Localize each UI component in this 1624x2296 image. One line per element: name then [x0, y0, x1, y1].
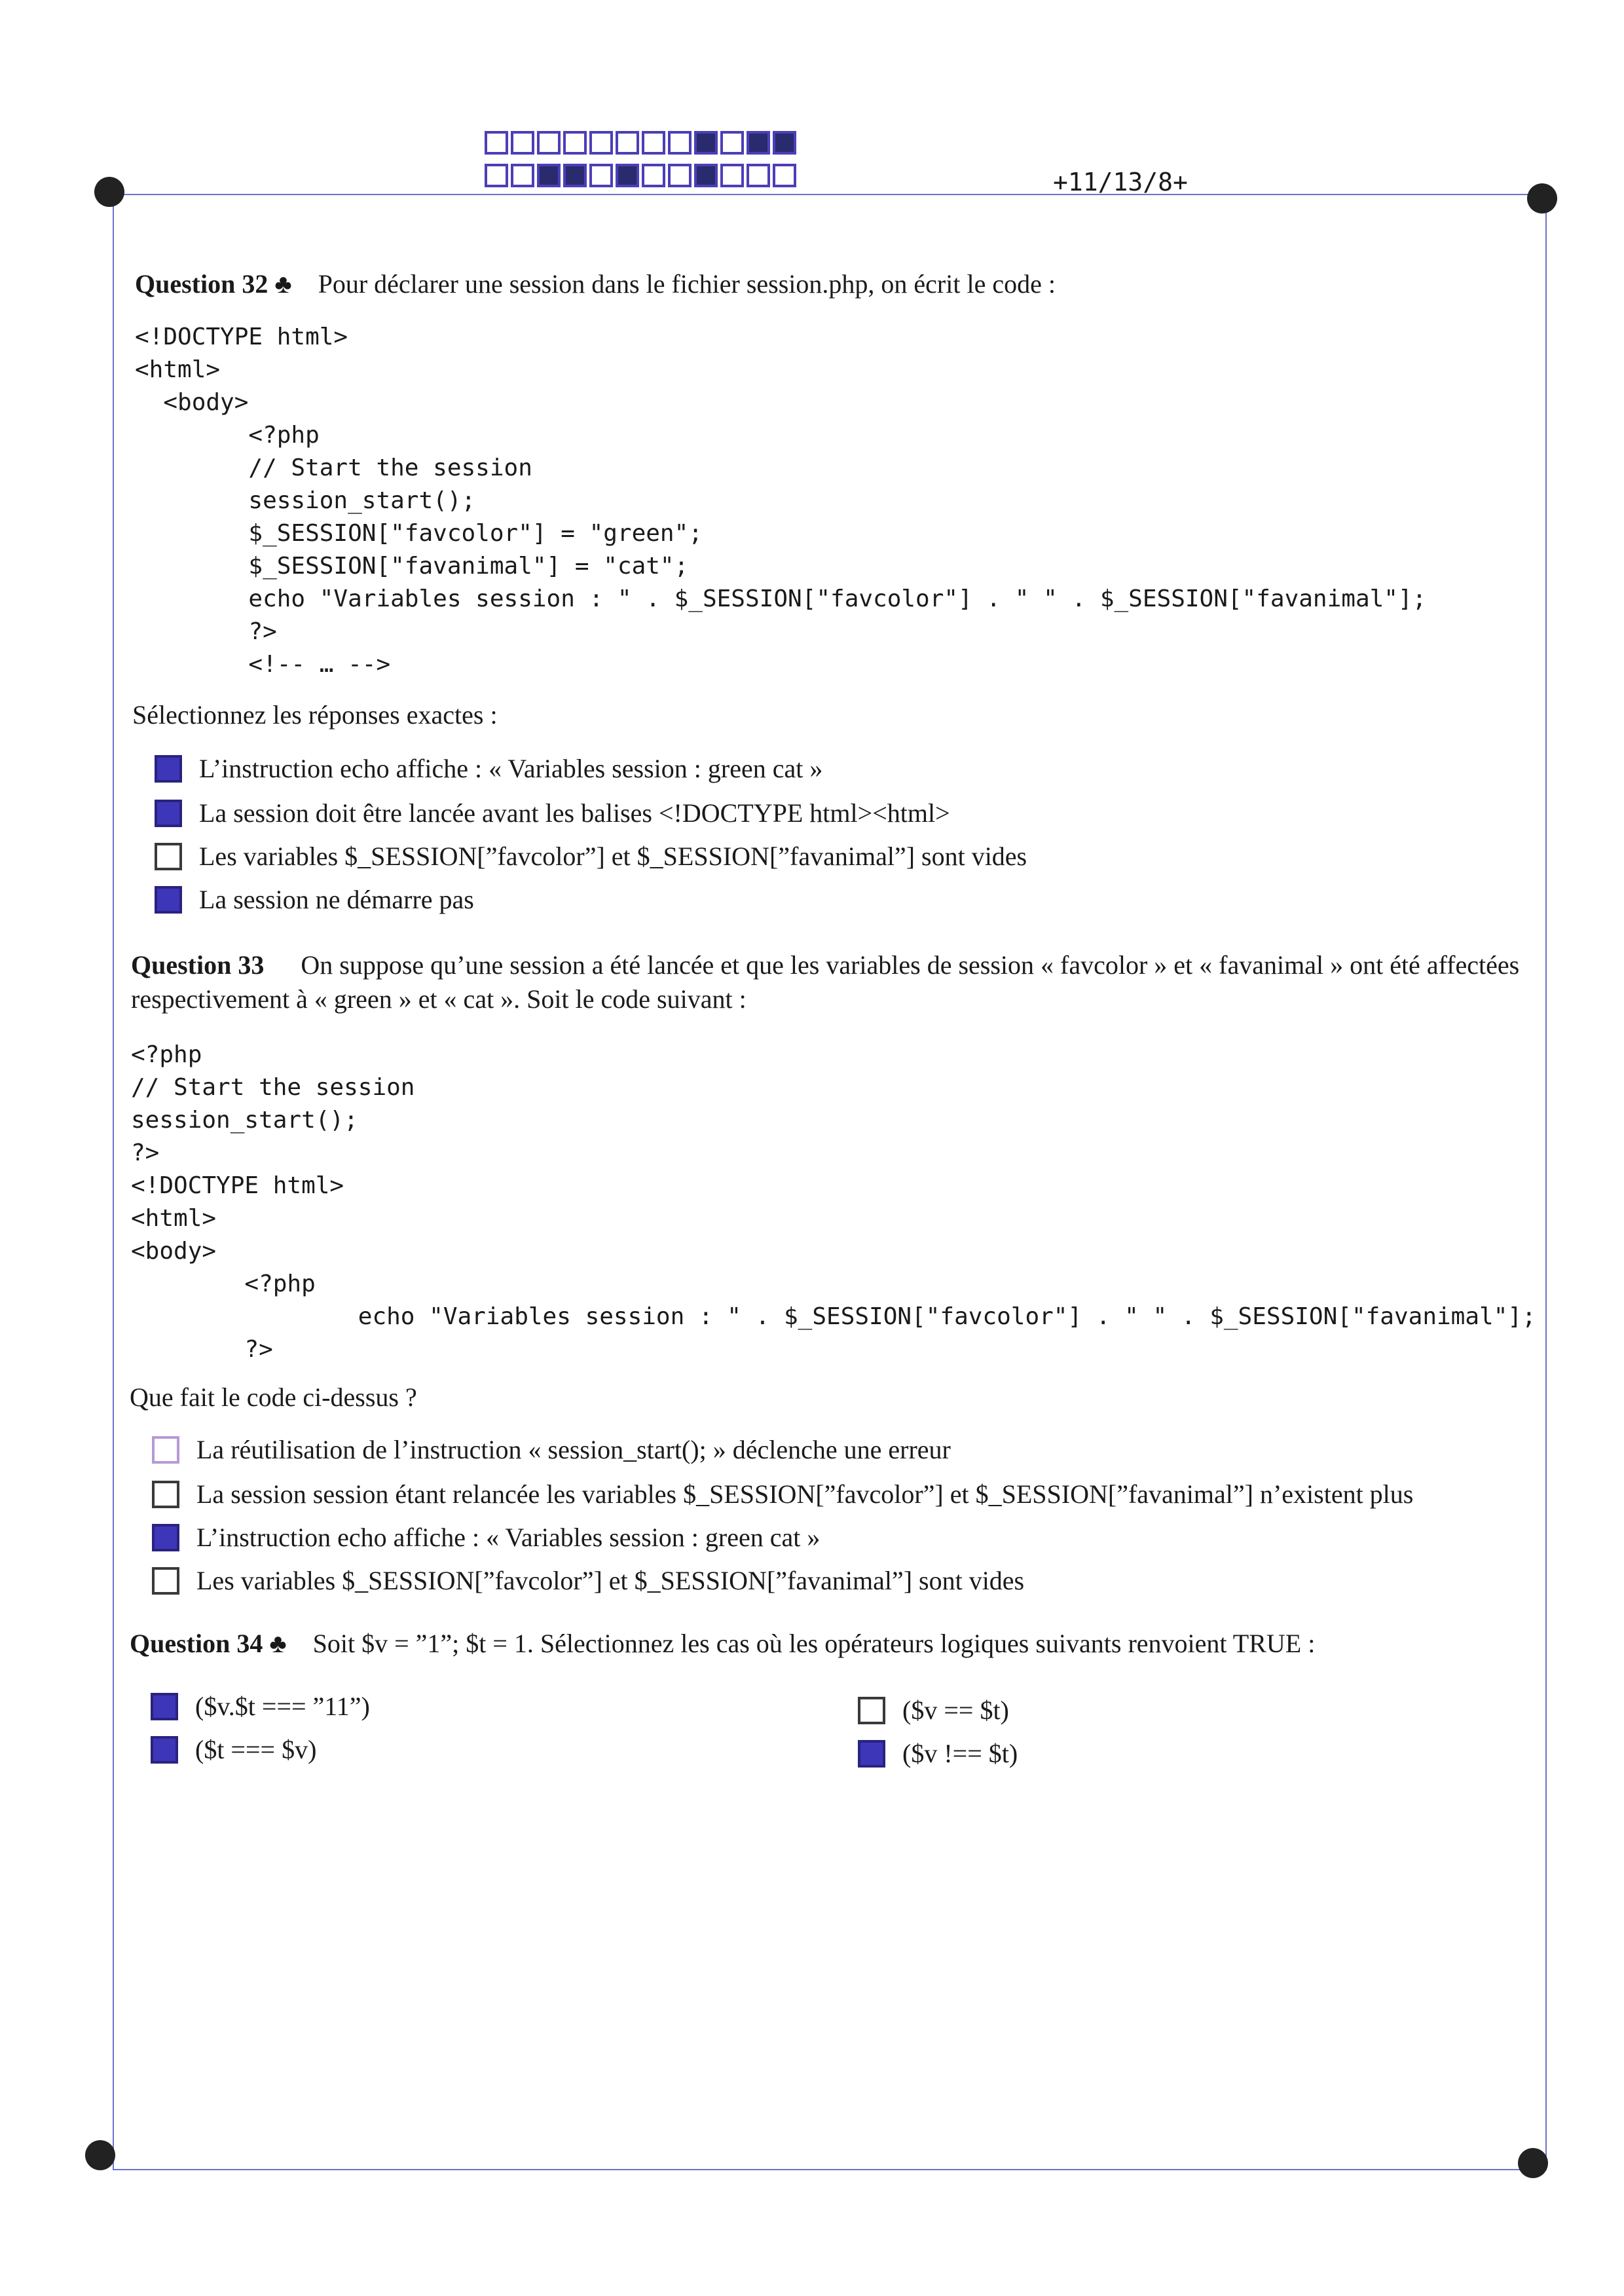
page-code: +11/13/8+ [1053, 168, 1188, 196]
checkbox[interactable] [155, 843, 182, 870]
barcode-cell [642, 164, 665, 187]
barcode-cell [694, 131, 718, 155]
barcode-cell [747, 131, 770, 155]
question-33-text: On suppose qu’une session a été lancée et que les variables de session « favcolor » et « favanimal » ont été affectées respectivement à « green » et « cat ». Soit le code suivant : [131, 950, 1520, 1014]
answer-label: ($t === $v) [195, 1735, 317, 1764]
barcode-cell [616, 131, 639, 155]
checkbox[interactable] [858, 1697, 885, 1724]
answer-label: Les variables $_SESSION[”favcolor”] et $_SESSION[”favanimal”] sont vides [196, 1566, 1025, 1595]
answer-label: ($v !== $t) [902, 1739, 1018, 1768]
barcode-cell [537, 131, 561, 155]
barcode-cell [616, 164, 639, 187]
checkbox[interactable] [155, 800, 182, 827]
barcode-cell [485, 131, 508, 155]
barcode-cell [720, 131, 744, 155]
barcode-cell [537, 164, 561, 187]
barcode-cell [563, 164, 587, 187]
answer-label: L’instruction echo affiche : « Variables session : green cat » [199, 754, 823, 783]
question-34-text: Soit $v = ”1”; $t = 1. Sélectionnez les cas où les opérateurs logiques suivants renvoient TRUE : [312, 1629, 1316, 1658]
answer-label: ($v.$t === ”11”) [195, 1692, 370, 1721]
corner-mark-bottom-right [1518, 2148, 1548, 2178]
q33-answer-3[interactable] [152, 1522, 820, 1553]
q34-answer-2[interactable] [151, 1734, 316, 1765]
answer-label: La session session étant relancée les variables $_SESSION[”favcolor”] et $_SESSION[”favanimal”] n’existent plus [196, 1479, 1414, 1509]
barcode-cell [668, 131, 692, 155]
checkbox[interactable] [152, 1524, 179, 1551]
answer-label: L’instruction echo affiche : « Variables session : green cat » [196, 1523, 821, 1552]
barcode-cell [485, 164, 508, 187]
question-33-prompt: Que fait le code ci-dessus ? [130, 1382, 417, 1412]
barcode-cell [563, 131, 587, 155]
checkbox[interactable] [151, 1736, 178, 1764]
q32-answer-2[interactable] [155, 798, 950, 828]
q33-answer-2[interactable] [152, 1479, 1413, 1509]
q33-answer-4[interactable] [152, 1565, 1024, 1596]
corner-mark-bottom-left [85, 2140, 115, 2170]
answer-label: Les variables $_SESSION[”favcolor”] et $_SESSION[”favanimal”] sont vides [199, 842, 1027, 871]
answer-label: ($v == $t) [902, 1695, 1009, 1725]
answer-label: La session doit être lancée avant les balises <!DOCTYPE html><html> [199, 798, 950, 828]
barcode-cell [720, 164, 744, 187]
corner-mark-top-right [1527, 183, 1557, 213]
barcode-cell [773, 131, 796, 155]
question-32-text: Pour déclarer une session dans le fichier session.php, on écrit le code : [318, 269, 1056, 299]
question-34-label: Question 34 ♣ [130, 1629, 287, 1658]
checkbox[interactable] [858, 1740, 885, 1768]
corner-mark-top-left [94, 177, 124, 207]
barcode-cell [668, 164, 692, 187]
barcode-cell [773, 164, 796, 187]
answer-label: La session ne démarre pas [199, 885, 474, 914]
question-33-code: <?php // Start the session session_start(); ?> <!DOCTYPE html> <html> <body> <?php echo "Variables session : " . $_SESSION["favcolor"] . " " . $_SESSION["favanimal"]; ?> [131, 1041, 1536, 1363]
q32-answer-1[interactable] [155, 753, 822, 784]
question-32-code: <!DOCTYPE html> <html> <body> <?php // Start the session session_start(); $_SESSION["favcolor"] = "green"; $_SESSION["favanimal"] = "cat"; echo "Variables session : " . $_SESSION["favcolor"] . " " . $_SESSION["favanimal"]; ?> <!-- … --> [135, 324, 1427, 678]
barcode-cell [694, 164, 718, 187]
barcode-cell [511, 164, 534, 187]
checkbox[interactable] [152, 1567, 179, 1595]
question-34-heading [130, 1628, 1315, 1659]
question-33-label: Question 33 [131, 950, 265, 980]
question-32-label: Question 32 ♣ [135, 269, 292, 299]
checkbox[interactable] [152, 1481, 179, 1508]
checkbox[interactable] [152, 1436, 179, 1464]
q34-answer-3[interactable] [858, 1695, 1009, 1726]
q32-answer-4[interactable] [155, 884, 474, 915]
barcode-cell [511, 131, 534, 155]
barcode-top-row [485, 131, 799, 155]
question-32-prompt: Sélectionnez les réponses exactes : [132, 700, 498, 730]
barcode-cell [589, 164, 613, 187]
barcode-cell [642, 131, 665, 155]
checkbox[interactable] [155, 755, 182, 783]
checkbox[interactable] [155, 886, 182, 914]
q34-answer-1[interactable] [151, 1691, 370, 1722]
q34-answer-4[interactable] [858, 1738, 1018, 1769]
checkbox[interactable] [151, 1693, 178, 1720]
barcode-cell [589, 131, 613, 155]
question-32-heading [135, 268, 1056, 299]
answer-label: La réutilisation de l’instruction « session_start(); » déclenche une erreur [196, 1435, 951, 1464]
barcode-cell [747, 164, 770, 187]
q33-answer-1[interactable] [152, 1434, 951, 1465]
q32-answer-3[interactable] [155, 841, 1027, 872]
barcode-bottom-row [485, 164, 799, 187]
question-33-heading [131, 948, 1539, 1016]
